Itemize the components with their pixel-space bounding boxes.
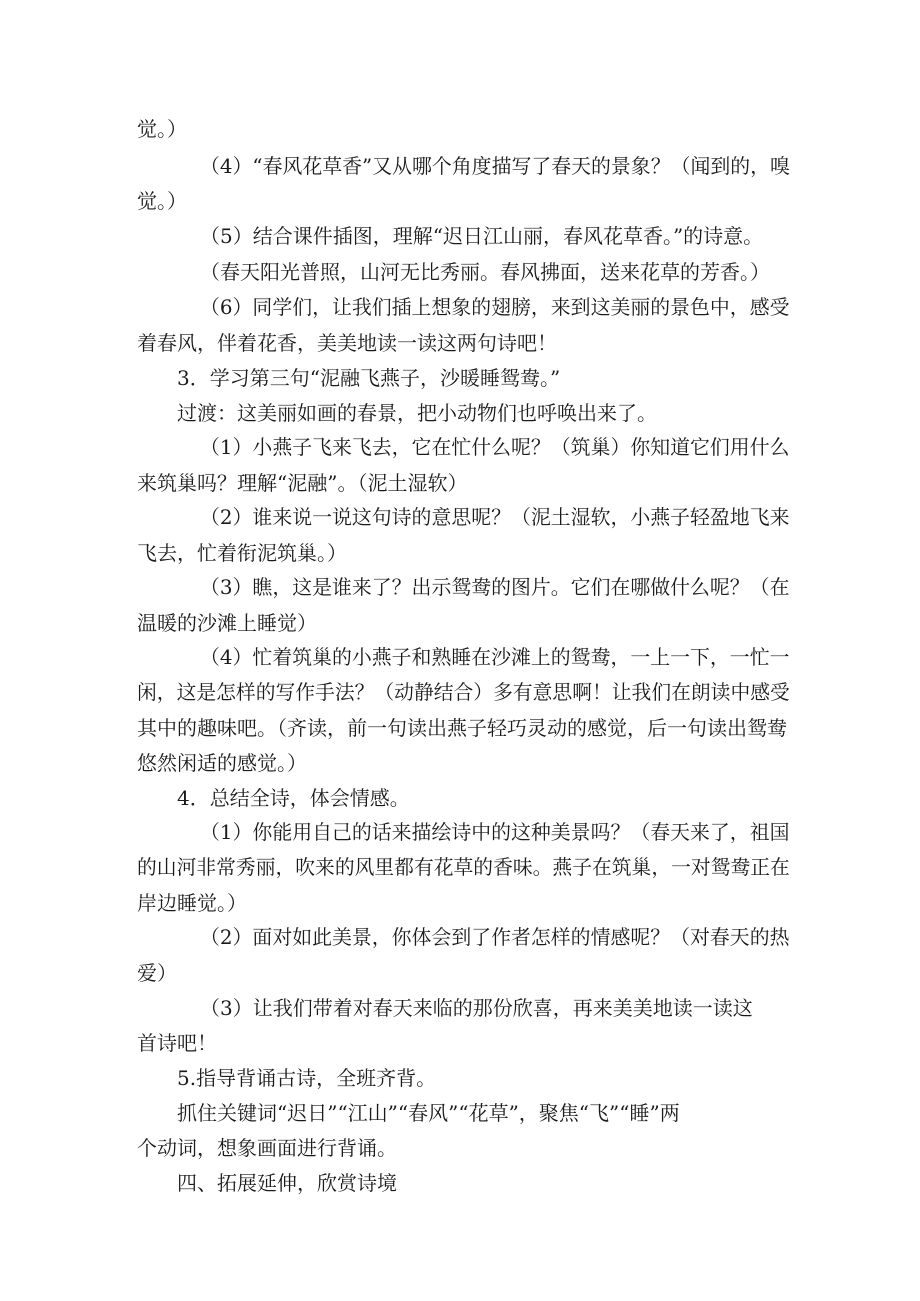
text-line: 闲，这是怎样的写作手法？（动静结合）多有意思啊！让我们在朗读中感受 (137, 681, 790, 704)
text-line: 其中的趣味吧。（齐读，前一句读出燕子轻巧灵动的感觉，后一句读出鸳鸯 (137, 716, 787, 740)
text-line: （3）让我们带着对春天来临的那份欣喜，再来美美地读一读这 (200, 996, 753, 1020)
text-line: 4．总结全诗，体会情感。 (177, 786, 410, 810)
text-line: 5.指导背诵古诗，全班齐背。 (177, 1066, 437, 1090)
text-line: （5）结合课件插图，理解“迟日江山丽，春风花草香。”的诗意。 (200, 224, 764, 248)
text-line: （1）小燕子飞来飞去，它在忙什么呢？（筑巢）你知道它们用什么 (200, 436, 790, 459)
text-line: 3．学习第三句“泥融飞燕子，沙暖睡鸳鸯。” (177, 366, 561, 390)
text-line: （6）同学们，让我们插上想象的翅膀，来到这美丽的景色中，感受 (200, 296, 790, 319)
text-line: （1）你能用自己的话来描绘诗中的这种美景吗？（春天来了，祖国 (200, 821, 790, 844)
text-line: （春天阳光普照，山河无比秀丽。春风拂面，送来花草的芳香。） (200, 260, 770, 284)
text-line: 飞去，忙着衔泥筑巢。） (137, 541, 347, 565)
text-line: 过渡：这美丽如画的春景，把小动物们也呼唤出来了。 (177, 401, 657, 425)
text-line: （4）忙着筑巢的小燕子和熟睡在沙滩上的鸳鸯，一上一下，一忙一 (200, 646, 790, 669)
text-line: 首诗吧！ (137, 1031, 217, 1055)
text-line: 个动词，想象画面进行背诵。 (137, 1136, 397, 1160)
text-line: 觉。） (137, 189, 187, 213)
section-heading: 四、拓展延伸，欣赏诗境 (177, 1171, 397, 1195)
text-line: 温暖的沙滩上睡觉） (137, 611, 317, 635)
text-line: 抓住关键词“迟日”“江山”“春风”“花草”，聚焦“飞”“睡”两 (177, 1101, 680, 1125)
text-line: 来筑巢吗？理解“泥融”。（泥土湿软） (137, 471, 468, 495)
text-line: 岸边睡觉。） (137, 891, 247, 915)
text-line: 悠然闲适的感觉。） (137, 751, 307, 775)
text-line: 着春风，伴着花香，美美地读一读这两句诗吧！ (137, 331, 557, 355)
text-line: 觉。） (137, 117, 187, 141)
text-line: （2）谁来说一说这句诗的意思呢？（泥土湿软，小燕子轻盈地飞来 (200, 506, 790, 529)
text-line: 爱） (137, 961, 177, 985)
text-line: （2）面对如此美景，你体会到了作者怎样的情感呢？（对春天的热 (200, 926, 790, 949)
text-line: 的山河非常秀丽，吹来的风里都有花草的香味。燕子在筑巢，一对鸳鸯正在 (137, 856, 790, 879)
text-line: （4）“春风花草香”又从哪个角度描写了春天的景象？（闻到的，嗅 (200, 155, 790, 178)
text-line: （3）瞧，这是谁来了？出示鸳鸯的图片。它们在哪做什么呢？（在 (200, 576, 790, 599)
